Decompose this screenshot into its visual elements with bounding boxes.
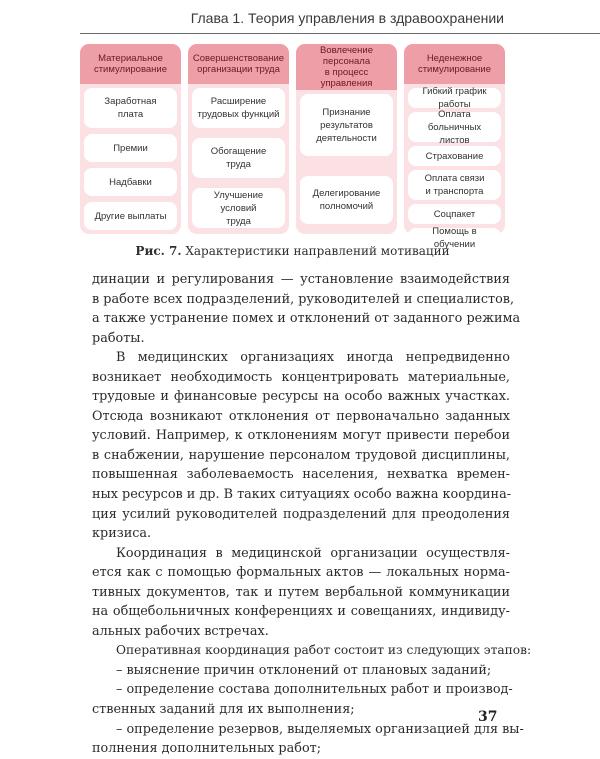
list-item: – определение состава дополнительных работ и производ- (116, 682, 513, 698)
text-line: кризиса. (92, 526, 152, 542)
caption-label: Рис. 7. (135, 244, 182, 258)
item-delegation: Делегирование полномочий (300, 176, 393, 224)
item-training-help: Помощь в обучении (408, 228, 501, 248)
text-line: ция усилий руководителей подразделений для преодоления (92, 506, 510, 522)
column-header: Вовлечение персонала в процесс управления (296, 44, 397, 90)
text-line: Отсюда возникают отклонения от первоначально заданных (92, 408, 510, 424)
column-non-monetary-stimulation (404, 44, 505, 250)
item-insurance: Страхование (408, 146, 501, 166)
text-line: работы. (92, 330, 145, 346)
text-line: на общебольничных конференциях и совещаниях, индивиду- (92, 604, 510, 620)
text-line: В медицинских организациях иногда непредвиденно (116, 350, 510, 366)
caption-text: Характеристики направлений мотивации (181, 244, 450, 258)
column-body (408, 86, 501, 250)
column-body (84, 88, 177, 230)
text-line: условий. Например, к отклонениям могут привести перебои (92, 428, 510, 444)
item-social-package: Соцпакет (408, 204, 501, 224)
list-item: – определение резервов, выделяемых организацией для вы- (116, 721, 524, 737)
text-line: в снабжении, нарушение персоналом трудовой дисциплины, (92, 447, 510, 463)
text-line: повышенная заболеваемость населения, нехватка времен- (92, 467, 510, 483)
page-number: 37 (478, 709, 498, 725)
item-sick-leave-pay: Оплата больничных листов (408, 112, 501, 142)
list-item: – выяснение причин отклонений от плановых заданий; (116, 662, 492, 678)
item-bonuses: Премии (84, 134, 177, 162)
text-line: динации и регулирования — установление взаимодействия (92, 272, 510, 287)
figure-caption (80, 244, 505, 258)
column-body (192, 88, 285, 230)
column-header: Неденежное стимулирование (404, 44, 505, 84)
text-line: полнения дополнительных работ; (92, 741, 322, 757)
figure-motivation-directions (80, 44, 505, 250)
text-line: трудовые и финансовые ресурсы на особо важных участках. (92, 389, 510, 405)
column-staff-involvement (296, 44, 397, 234)
text-line: ственных заданий для их выполнения; (92, 702, 355, 718)
item-flexible-schedule: Гибкий график работы (408, 88, 501, 108)
column-header: Совершенствование организации труда (188, 44, 289, 84)
running-header (0, 8, 600, 34)
text-line: тивных документов, так и путем вербальной коммуникации (92, 584, 510, 600)
item-allowances: Надбавки (84, 168, 177, 196)
text-line: альных рабочих встречах. (92, 623, 269, 639)
running-title: Глава 1. Теория управления в здравоохранении (190, 10, 504, 26)
item-other-payments: Другие выплаты (84, 202, 177, 230)
text-line: возникает необходимость концентрировать материальные, (92, 369, 510, 385)
body-text (92, 270, 532, 759)
item-recognition: Признание результатов деятельности (300, 94, 393, 156)
column-body (300, 88, 393, 230)
text-line: а также устранение помех и отклонений от заданного режима (92, 311, 521, 327)
item-job-enrichment: Обогащение труда (192, 138, 285, 178)
item-job-expansion: Расширение трудовых функций (192, 88, 285, 128)
text-line: ется как с помощью формальных актов — локальных норма- (92, 565, 510, 581)
text-line: в работе всех подразделений, руководителей и специалистов, (92, 291, 515, 307)
item-working-conditions: Улучшение условий труда (192, 188, 285, 228)
text-line: ных ресурсов и др. В таких ситуациях особо важна координа- (92, 487, 512, 503)
column-material-stimulation (80, 44, 181, 234)
item-salary: Заработная плата (84, 88, 177, 128)
item-communication-transport: Оплата связи и транспорта (408, 170, 501, 200)
text-line: Координация в медицинской организации осуществля- (116, 545, 510, 561)
header-rule (80, 33, 600, 34)
text-line: Оперативная координация работ состоит из следующих этапов: (116, 643, 532, 658)
column-labor-organization (188, 44, 289, 234)
column-header: Материальное стимулирование (80, 44, 181, 84)
